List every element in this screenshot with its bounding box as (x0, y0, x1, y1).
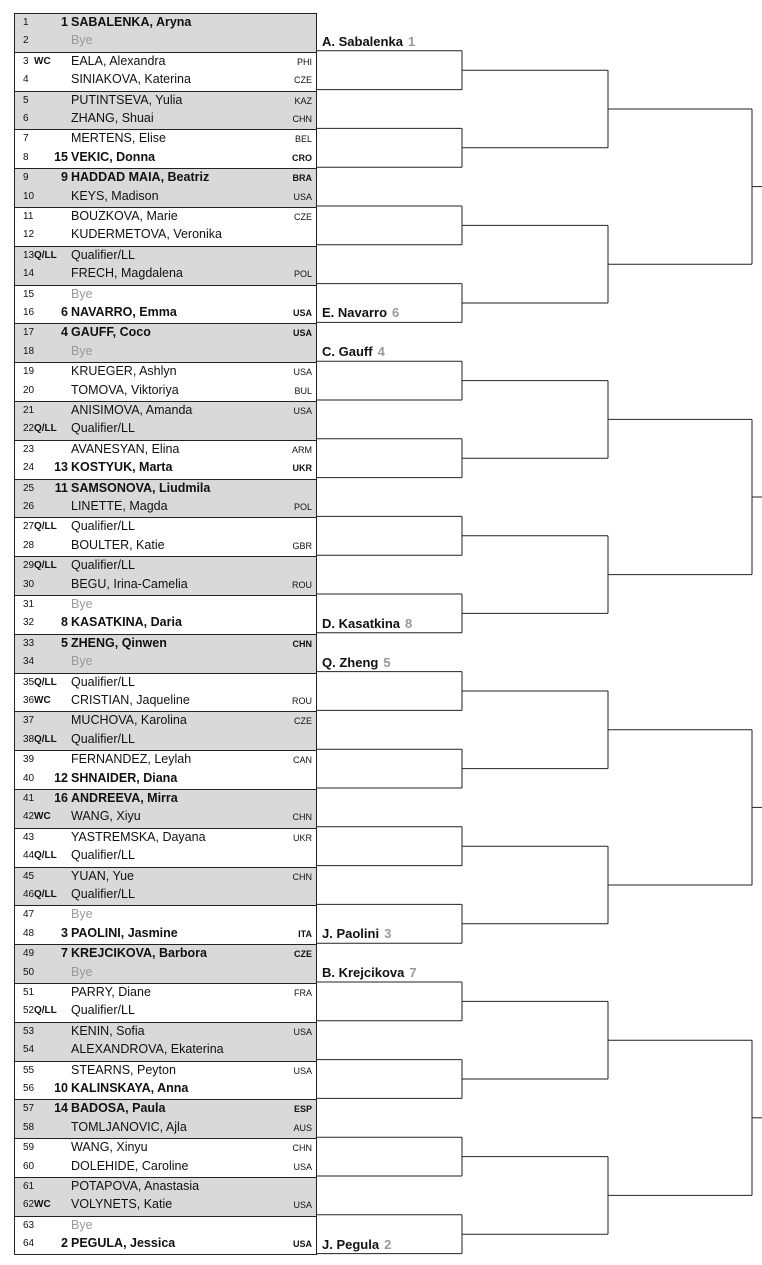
draw-row (14, 52, 317, 71)
advancing-player (322, 616, 412, 631)
draw-position: 32 (23, 617, 35, 629)
draw-position: 64 (23, 1238, 35, 1250)
country-code: ROU (292, 696, 312, 706)
seed-number: 5 (61, 635, 68, 650)
player-name: Bye (71, 907, 93, 922)
draw-position: 7 (23, 133, 29, 145)
country-code: CZE (294, 75, 312, 86)
draw-row (14, 479, 317, 498)
draw-position: 42 (23, 811, 35, 823)
draw-position: 43 (23, 831, 35, 843)
seed-number: 8 (61, 615, 68, 630)
player-name: ZHANG, Shuai (71, 111, 154, 125)
advancing-player (322, 344, 385, 359)
draw-row (14, 789, 317, 808)
draw-position: 59 (23, 1142, 35, 1154)
entry-tag: WC (34, 695, 51, 706)
country-code: USA (293, 1161, 312, 1172)
draw-row (14, 576, 317, 595)
advancing-player (322, 965, 417, 980)
draw-position: 22 (23, 423, 35, 435)
draw-position: 36 (23, 695, 35, 706)
player-name: KRUEGER, Ashlyn (71, 364, 177, 379)
draw-position: 21 (23, 405, 35, 416)
player-name: AVANESYAN, Elina (71, 441, 180, 456)
draw-row (14, 420, 317, 439)
country-code: USA (293, 406, 312, 416)
draw-position: 51 (23, 987, 35, 998)
draw-row (14, 1196, 317, 1215)
draw-row (14, 1041, 317, 1060)
advancing-player (322, 305, 399, 320)
draw-row (14, 750, 317, 769)
player-name: KREJCIKOVA, Barbora (71, 946, 207, 961)
draw-position: 27 (23, 521, 35, 533)
player-name: Bye (71, 1217, 93, 1232)
player-name: VEKIC, Donna (71, 149, 156, 164)
player-name: STEARNS, Peyton (71, 1062, 176, 1077)
player-name: Bye (71, 597, 93, 611)
advance-seed: 8 (405, 615, 413, 631)
draw-row (14, 537, 317, 556)
draw-position: 1 (23, 17, 29, 28)
advance-name: C. Gauff (322, 344, 373, 360)
draw-position: 53 (23, 1025, 35, 1037)
draw-row (14, 304, 317, 323)
draw-row (14, 129, 317, 148)
player-name: KUDERMETOVA, Veronika (71, 227, 222, 242)
country-code: FRA (294, 988, 312, 998)
player-name: HADDAD MAIA, Beatriz (71, 170, 210, 185)
draw-row (14, 983, 317, 1002)
country-code: CRO (292, 152, 312, 163)
country-code: USA (293, 1026, 312, 1037)
draw-row (14, 459, 317, 478)
player-name: GAUFF, Coco (71, 325, 151, 340)
draw-position: 39 (23, 754, 35, 766)
advance-name: Q. Zheng (322, 654, 379, 670)
player-name: Qualifier/LL (71, 848, 135, 863)
seed-number: 15 (54, 149, 68, 164)
country-code: UKR (292, 832, 312, 843)
seed-number: 7 (61, 946, 68, 961)
draw-position: 35 (23, 676, 35, 688)
draw-position: 37 (23, 715, 35, 727)
draw-row (14, 362, 317, 381)
player-name: SHNAIDER, Diana (71, 770, 178, 785)
player-name: NAVARRO, Emma (71, 305, 177, 319)
draw-row (14, 91, 317, 110)
player-name: YUAN, Yue (71, 868, 135, 883)
player-name: SABALENKA, Aryna (71, 15, 192, 29)
draw-row (14, 1099, 317, 1118)
entry-tag: Q/LL (34, 1005, 57, 1017)
entry-tag: Q/LL (34, 423, 57, 435)
draw-row (14, 498, 317, 517)
country-code: UKR (292, 463, 312, 474)
country-code: USA (292, 308, 312, 318)
draw-position: 26 (23, 501, 35, 512)
advance-seed: 4 (377, 344, 385, 360)
draw-row (14, 808, 317, 827)
entry-tag: Q/LL (34, 676, 57, 688)
draw-position: 17 (23, 327, 35, 339)
player-name: Qualifier/LL (71, 1003, 135, 1018)
seed-number: 13 (54, 460, 68, 475)
country-code: AUS (293, 1122, 312, 1133)
draw-position: 40 (23, 772, 35, 784)
draw-row (14, 343, 317, 362)
draw-position: 50 (23, 966, 35, 978)
player-name: Qualifier/LL (71, 421, 135, 436)
draw-row (14, 944, 317, 963)
country-code: CAN (292, 755, 312, 766)
draw-position: 44 (23, 850, 35, 862)
player-name: KASATKINA, Daria (71, 615, 182, 630)
draw-position: 23 (23, 443, 35, 455)
draw-row (14, 886, 317, 905)
player-name: SAMSONOVA, Liudmila (71, 480, 211, 495)
seed-number: 16 (54, 791, 68, 805)
advance-name: B. Krejcikova (322, 965, 405, 980)
draw-position: 20 (23, 384, 35, 396)
draw-row (14, 1022, 317, 1041)
player-name: KENIN, Sofia (71, 1023, 145, 1038)
draw-position: 10 (23, 190, 35, 202)
player-name: Bye (71, 286, 93, 301)
country-code: USA (292, 1239, 312, 1250)
draw-row (14, 847, 317, 866)
draw-row (14, 517, 317, 536)
seed-number: 9 (61, 170, 68, 185)
player-name: BADOSA, Paula (71, 1101, 166, 1116)
player-name: EALA, Alexandra (71, 53, 166, 68)
draw-position: 34 (23, 656, 35, 668)
player-name: PARRY, Diane (71, 985, 151, 999)
draw-position: 41 (23, 793, 35, 804)
draw-row (14, 207, 317, 226)
advance-name: E. Navarro (322, 305, 388, 321)
draw-position: 11 (23, 211, 34, 222)
draw-row (14, 556, 317, 575)
entry-tag: Q/LL (34, 889, 57, 900)
player-name: ZHENG, Qinwen (71, 635, 167, 650)
player-name: KOSTYUK, Marta (71, 460, 173, 475)
entry-tag: WC (34, 1199, 51, 1211)
player-name: PAOLINI, Jasmine (71, 925, 178, 940)
advancing-player (322, 34, 415, 49)
country-code: CZE (294, 212, 312, 222)
draw-position: 3 (23, 55, 29, 67)
draw-position: 61 (23, 1181, 35, 1192)
draw-position: 31 (23, 599, 35, 610)
draw-position: 9 (23, 172, 29, 184)
country-code: BRA (292, 173, 312, 184)
draw-row (14, 226, 317, 245)
player-name: Qualifier/LL (71, 887, 135, 901)
draw-position: 56 (23, 1083, 35, 1094)
player-name: BOULTER, Katie (71, 537, 165, 552)
draw-position: 33 (23, 637, 35, 649)
player-name: Qualifier/LL (71, 674, 135, 689)
draw-position: 4 (23, 74, 29, 86)
country-code: KAZ (294, 95, 312, 106)
draw-row (14, 188, 317, 207)
draw-row (14, 634, 317, 653)
country-code: BUL (294, 385, 312, 396)
player-name: CRISTIAN, Jaqueline (71, 693, 190, 707)
draw-row (14, 13, 317, 32)
draw-position: 8 (23, 151, 29, 163)
country-code: USA (293, 1065, 312, 1076)
seed-number: 6 (61, 305, 68, 319)
advance-seed: 7 (409, 965, 417, 980)
draw-row (14, 595, 317, 614)
player-name: ANDREEVA, Mirra (71, 791, 178, 805)
player-name: YASTREMSKA, Dayana (71, 829, 206, 844)
draw-row (14, 828, 317, 847)
player-name: Qualifier/LL (71, 558, 135, 573)
draw-position: 14 (23, 268, 35, 280)
draw-position: 12 (23, 229, 35, 241)
advance-name: J. Paolini (322, 926, 380, 942)
player-name: Qualifier/LL (71, 247, 135, 262)
player-name: VOLYNETS, Katie (71, 1197, 173, 1212)
draw-row (14, 323, 317, 342)
seed-number: 10 (54, 1081, 68, 1095)
player-name: FERNANDEZ, Leylah (71, 752, 192, 767)
entry-tag: WC (34, 811, 51, 823)
draw-row (14, 653, 317, 672)
player-name: KEYS, Madison (71, 188, 159, 203)
country-code: USA (293, 1200, 312, 1211)
draw-position: 46 (23, 889, 35, 900)
player-name: SINIAKOVA, Katerina (71, 72, 191, 87)
draw-row (14, 1119, 317, 1138)
country-code: CHN (292, 812, 312, 823)
player-name: WANG, Xiyu (71, 809, 141, 824)
country-code: ROU (292, 579, 312, 590)
advance-seed: 6 (392, 305, 400, 321)
draw-position: 18 (23, 345, 35, 357)
draw-position: 13 (23, 249, 35, 261)
player-name: BEGU, Irina-Camelia (71, 576, 188, 591)
draw-row (14, 692, 317, 711)
entry-tag: Q/LL (34, 733, 57, 745)
draw-position: 38 (23, 733, 35, 745)
draw-position: 16 (23, 307, 35, 318)
player-name: POTAPOVA, Anastasia (71, 1179, 200, 1193)
advance-name: D. Kasatkina (322, 615, 401, 631)
draw-row (14, 673, 317, 692)
draw-row (14, 1177, 317, 1196)
country-code: ESP (293, 1104, 312, 1115)
player-name: KALINSKAYA, Anna (71, 1081, 189, 1095)
draw-row (14, 1216, 317, 1235)
draw-row (14, 867, 317, 886)
draw-row (14, 770, 317, 789)
draw-position: 30 (23, 578, 35, 590)
seed-number: 12 (54, 770, 68, 785)
draw-row (14, 382, 317, 401)
player-name: WANG, Xinyu (71, 1140, 148, 1155)
draw-row (14, 1002, 317, 1021)
draw-position: 57 (23, 1103, 35, 1115)
advancing-player (322, 1237, 391, 1252)
country-code: USA (293, 191, 312, 202)
player-name: Qualifier/LL (71, 519, 135, 534)
advance-seed: 5 (383, 654, 391, 670)
country-code: ITA (298, 928, 312, 939)
advance-seed: 1 (407, 33, 416, 49)
country-code: POL (293, 502, 312, 512)
draw-row (14, 711, 317, 730)
draw-row (14, 1080, 317, 1099)
player-name: Qualifier/LL (71, 731, 135, 746)
country-code: CHN (292, 1143, 312, 1154)
player-name: TOMLJANOVIC, Ajla (71, 1119, 187, 1134)
draw-row (14, 32, 317, 51)
draw-position: 58 (23, 1121, 35, 1133)
draw-row (14, 168, 317, 187)
seed-number: 1 (61, 15, 68, 29)
player-name: TOMOVA, Viktoriya (71, 382, 179, 397)
draw-row (14, 905, 317, 924)
draw-position: 15 (23, 288, 35, 300)
draw-position: 54 (23, 1044, 35, 1056)
draw-row (14, 1158, 317, 1177)
country-code: CHN (292, 114, 312, 124)
draw-row (14, 1235, 317, 1254)
draw-position: 2 (23, 35, 29, 47)
country-code: CZE (294, 949, 312, 960)
player-name: BOUZKOVA, Marie (71, 209, 178, 223)
player-name: Bye (71, 33, 93, 48)
country-code: USA (293, 367, 312, 378)
entry-tag: WC (34, 55, 51, 67)
draw-position: 19 (23, 366, 35, 378)
advance-name: A. Sabalenka (322, 33, 403, 49)
country-code: BEL (294, 134, 312, 145)
player-name: Bye (71, 964, 93, 979)
player-name: ALEXANDROVA, Ekaterina (71, 1042, 224, 1057)
draw-row (14, 246, 317, 265)
advance-name: J. Pegula (322, 1236, 380, 1252)
entry-tag: Q/LL (34, 850, 57, 862)
draw-position: 49 (23, 948, 35, 960)
draw-position: 24 (23, 462, 35, 474)
entry-tag: Q/LL (34, 249, 57, 261)
seed-number: 3 (61, 925, 68, 940)
country-code: USA (292, 328, 312, 339)
seed-number: 11 (54, 480, 68, 495)
player-name: MERTENS, Elise (71, 131, 166, 146)
player-name: Bye (71, 343, 93, 358)
draw-position: 48 (23, 927, 35, 939)
draw-row (14, 265, 317, 284)
draw-row (14, 401, 317, 420)
draw-row (14, 964, 317, 983)
player-name: Bye (71, 654, 93, 669)
draw-row (14, 285, 317, 304)
country-code: CHN (292, 871, 312, 882)
seed-number: 14 (54, 1101, 68, 1116)
country-code: POL (293, 269, 312, 280)
draw-position: 29 (23, 560, 35, 572)
country-code: CZE (294, 716, 312, 727)
draw-row (14, 1061, 317, 1080)
player-name: PEGULA, Jessica (71, 1236, 176, 1251)
player-name: LINETTE, Magda (71, 499, 168, 513)
draw-position: 52 (23, 1005, 35, 1017)
draw-position: 25 (23, 482, 35, 494)
draw-row (14, 925, 317, 944)
draw-position: 45 (23, 870, 35, 882)
player-name: ANISIMOVA, Amanda (71, 403, 193, 417)
draw-row (14, 110, 317, 129)
draw-position: 5 (23, 94, 29, 106)
draw-row (14, 731, 317, 750)
seed-number: 4 (61, 325, 68, 340)
draw-position: 28 (23, 539, 35, 551)
draw-row (14, 440, 317, 459)
seed-number: 2 (61, 1236, 68, 1251)
draw-row (14, 71, 317, 90)
country-code: PHI (296, 56, 312, 67)
draw-position: 47 (23, 909, 35, 921)
entry-tag: Q/LL (34, 560, 57, 572)
country-code: ARM (292, 444, 312, 455)
draw-position: 6 (23, 113, 29, 124)
draw-position: 62 (23, 1199, 35, 1211)
draw-position: 55 (23, 1064, 35, 1076)
advancing-player (322, 926, 391, 941)
advance-seed: 3 (384, 926, 392, 942)
draw-row (14, 614, 317, 633)
draw-position: 63 (23, 1219, 35, 1231)
advance-seed: 2 (384, 1236, 392, 1252)
player-name: MUCHOVA, Karolina (71, 713, 187, 728)
player-name: PUTINTSEVA, Yulia (71, 92, 183, 107)
draw-row (14, 1138, 317, 1157)
draw-row (14, 149, 317, 168)
country-code: CHN (292, 638, 312, 649)
player-name: DOLEHIDE, Caroline (71, 1158, 189, 1173)
draw-position: 60 (23, 1160, 35, 1172)
country-code: GBR (292, 540, 312, 551)
advancing-player (322, 655, 391, 670)
player-name: FRECH, Magdalena (71, 266, 183, 281)
entry-tag: Q/LL (34, 521, 57, 533)
